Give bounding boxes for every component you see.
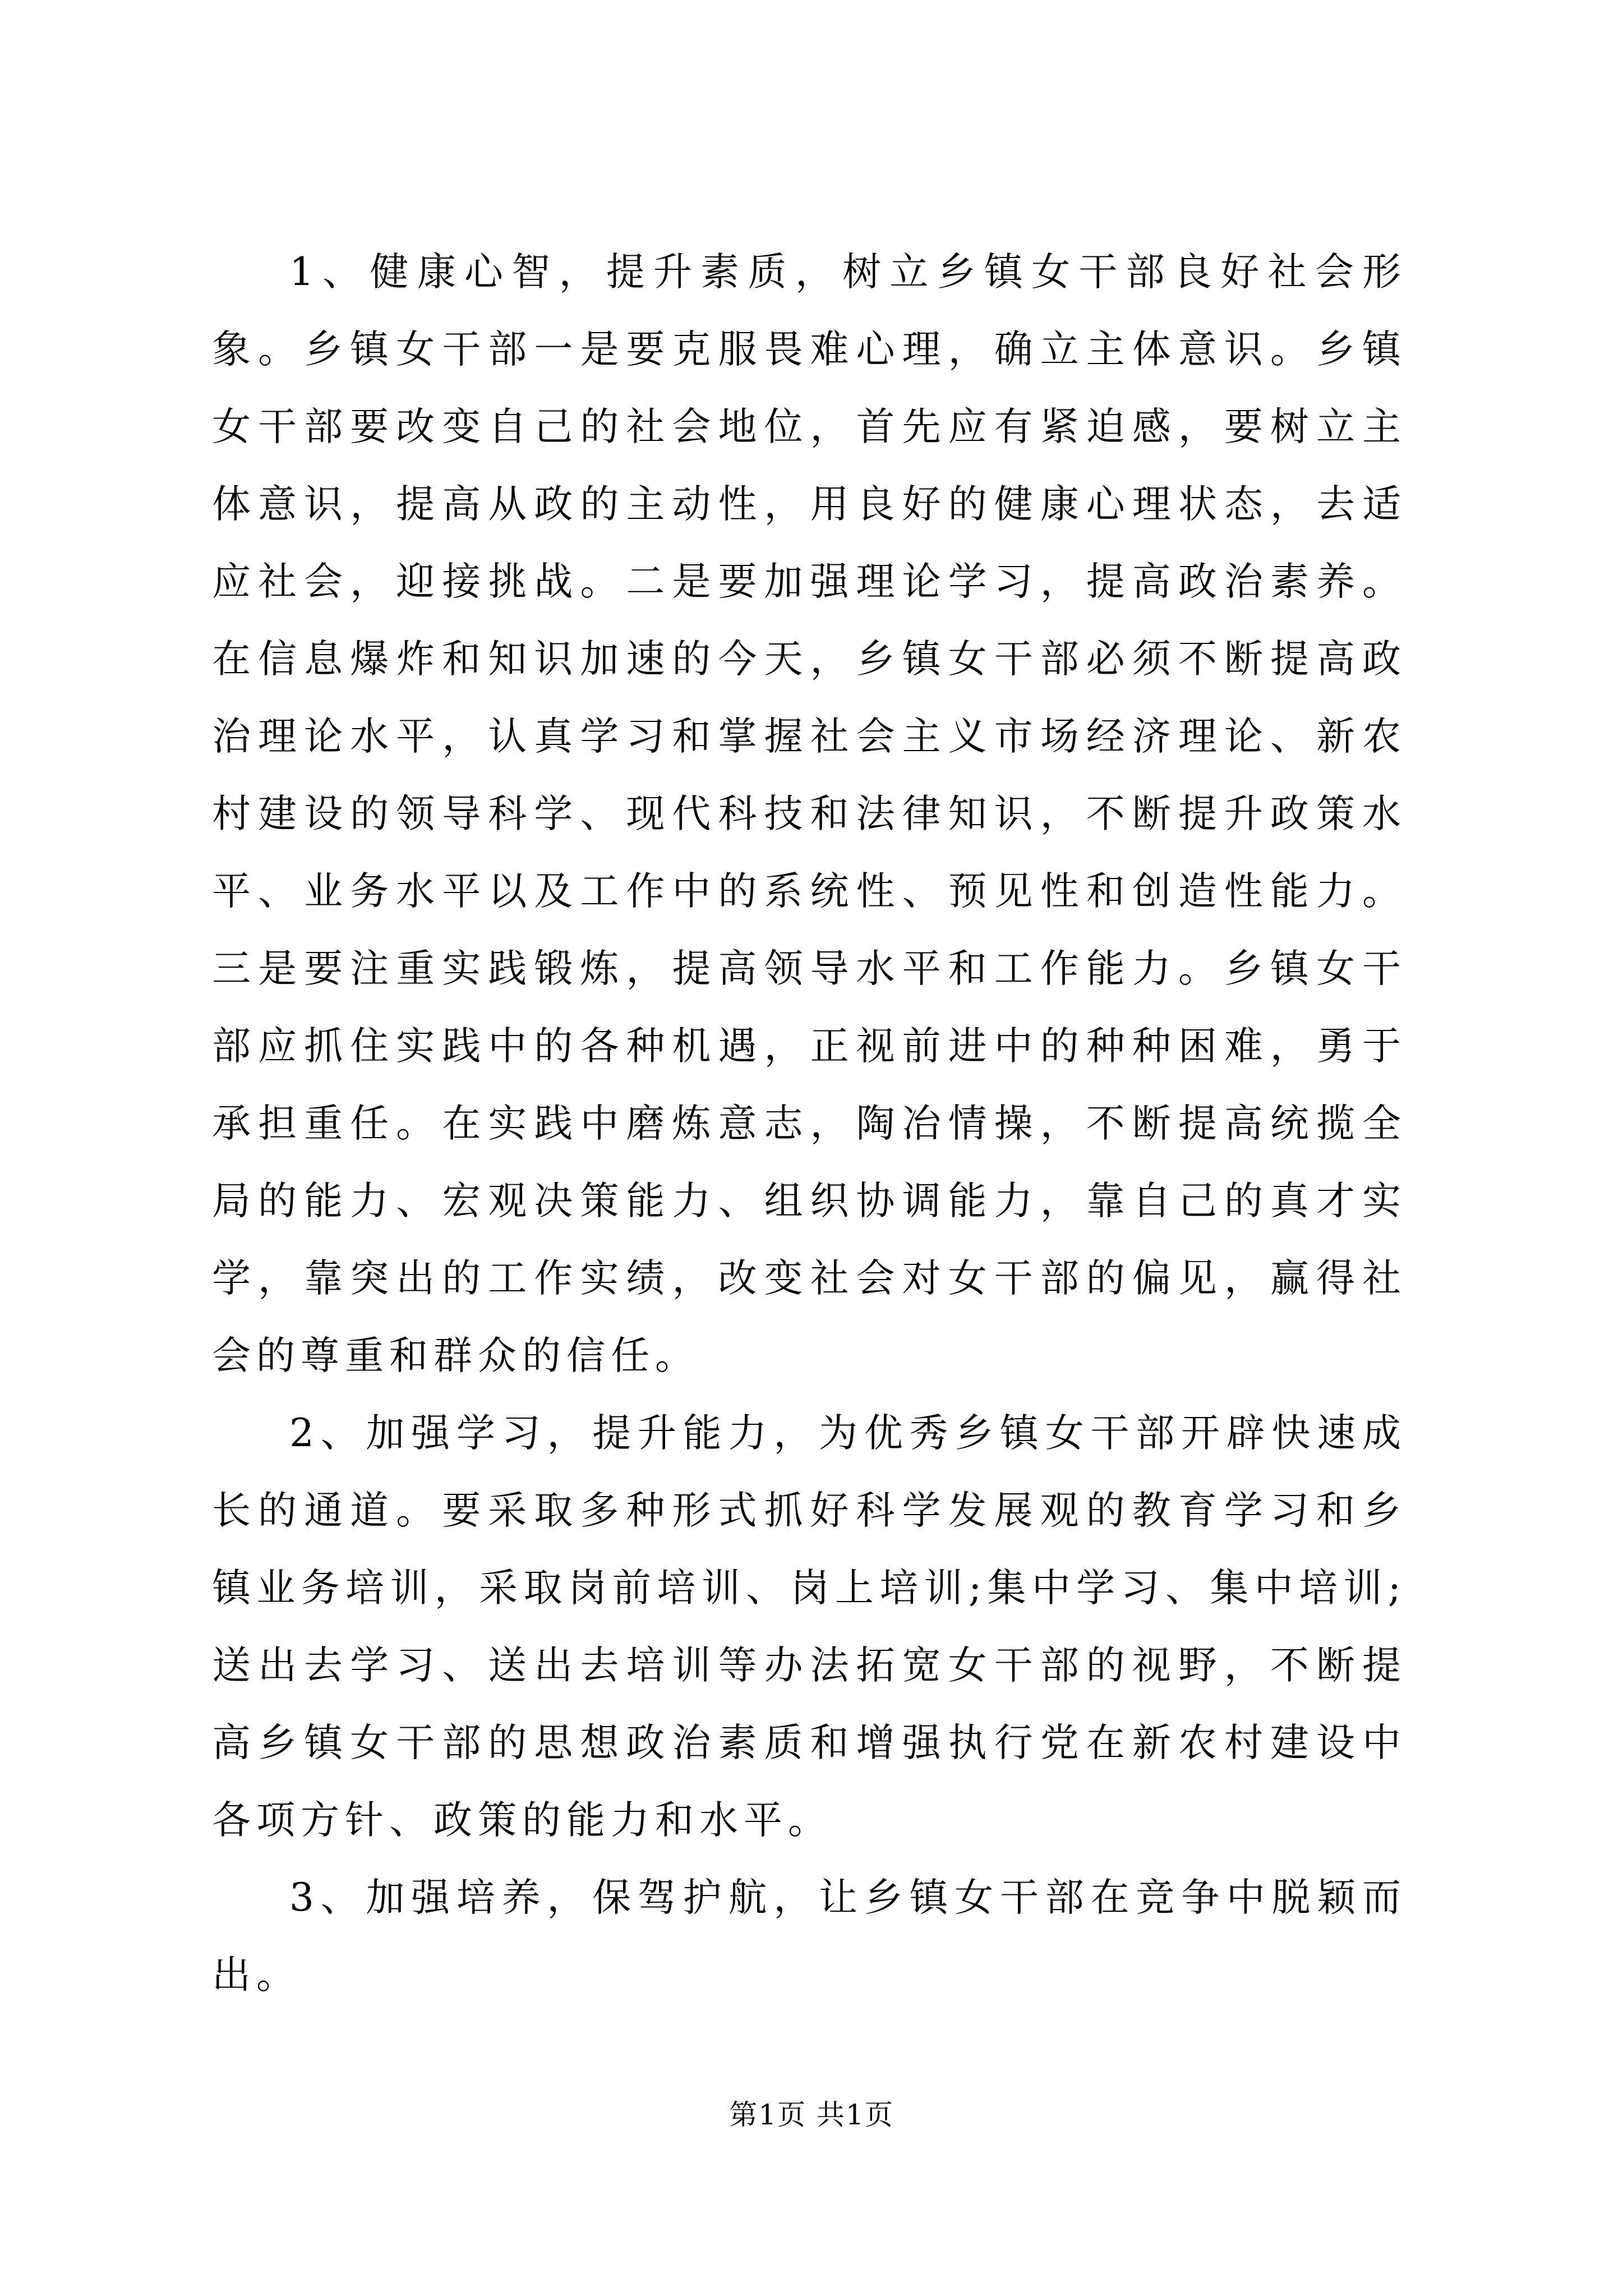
paragraph-2: 2、加强学习，提升能力，为优秀乡镇女干部开辟快速成长的通道。要采取多种形式抓好科学发展观的教育学习和乡镇业务培训，采取岗前培训、岗上培训;集中学习、集中培训;送出去学习、送出去培训等办法拓宽女干部的视野，不断提高乡镇女干部的思想政治素质和增强执行党在新农村建设中各项方针、政策的能力和水平。 xyxy=(212,1411,1407,1843)
document-body xyxy=(212,233,1407,2014)
paragraph-1: 1、健康心智，提升素质，树立乡镇女干部良好社会形象。乡镇女干部一是要克服畏难心理，确立主体意识。乡镇女干部要改变自己的社会地位，首先应有紧迫感，要树立主体意识，提高从政的主动性，用良好的健康心理状态，去适应社会，迎接挑战。二是要加强理论学习，提高政治素养。在信息爆炸和知识加速的今天，乡镇女干部必须不断提高政治理论水平，认真学习和掌握社会主义市场经济理论、新农村建设的领导科学、现代科技和法律知识，不断提升政策水平、业务水平以及工作中的系统性、预见性和创造性能力。三是要注重实践锻炼，提高领导水平和工作能力。乡镇女干部应抓住实践中的各种机遇，正视前进中的种种困难，勇于承担重任。在实践中磨炼意志，陶冶情操，不断提高统揽全局的能力、宏观决策能力、组织协调能力，靠自己的真才实学，靠突出的工作实绩，改变社会对女干部的偏见，赢得社会的尊重和群众的信任。 xyxy=(212,250,1407,1378)
paragraph-3: 3、加强培养，保驾护航，让乡镇女干部在竞争中脱颖而出。 xyxy=(212,1875,1407,1998)
page-footer: 第1页 共1页 xyxy=(729,2099,894,2131)
